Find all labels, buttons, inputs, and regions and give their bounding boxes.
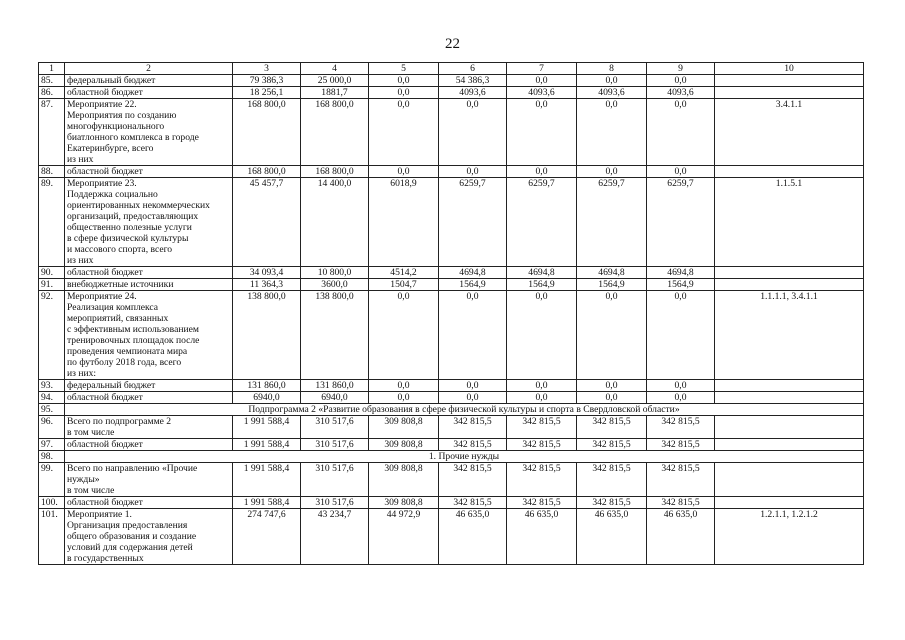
amount-cell: 0,0 bbox=[647, 99, 715, 166]
item-name-line: из них bbox=[67, 154, 94, 165]
amount-cell: 310 517,6 bbox=[301, 439, 369, 451]
column-header: 9 bbox=[647, 63, 715, 75]
column-header: 3 bbox=[233, 63, 301, 75]
item-name-line: федеральный бюджет bbox=[67, 75, 156, 86]
amount-cell: 0,0 bbox=[439, 392, 507, 404]
item-name-line: Реализация комплекса bbox=[67, 302, 159, 313]
item-name-line: внебюджетные источники bbox=[67, 279, 174, 290]
table-row bbox=[39, 291, 864, 380]
item-name-line: условий для содержания детей bbox=[67, 542, 193, 553]
amount-cell: 34 093,4 bbox=[233, 267, 301, 279]
amount-cell: 342 815,5 bbox=[577, 463, 647, 497]
amount-cell: 0,0 bbox=[507, 291, 577, 380]
row-number: 93. bbox=[39, 380, 65, 392]
row-number: 87. bbox=[39, 99, 65, 166]
amount-cell: 0,0 bbox=[647, 75, 715, 87]
amount-cell: 309 808,8 bbox=[369, 497, 439, 509]
amount-cell: 0,0 bbox=[369, 291, 439, 380]
column-number-row bbox=[39, 63, 864, 75]
amount-cell: 44 972,9 bbox=[369, 509, 439, 565]
table-row bbox=[39, 279, 864, 291]
amount-cell: 342 815,5 bbox=[507, 497, 577, 509]
amount-cell: 131 860,0 bbox=[233, 380, 301, 392]
table-row bbox=[39, 509, 864, 565]
item-name-line: Мероприятие 1. bbox=[67, 509, 132, 520]
item-name-line: в том числе bbox=[67, 427, 115, 438]
amount-cell: 342 815,5 bbox=[647, 439, 715, 451]
amount-cell: 0,0 bbox=[439, 99, 507, 166]
amount-cell: 1 991 588,4 bbox=[233, 439, 301, 451]
item-name bbox=[65, 99, 233, 166]
amount-cell: 342 815,5 bbox=[439, 497, 507, 509]
amount-cell: 168 800,0 bbox=[233, 99, 301, 166]
item-name bbox=[65, 87, 233, 99]
target-indicator bbox=[715, 392, 864, 404]
table-row bbox=[39, 439, 864, 451]
amount-cell: 342 815,5 bbox=[647, 463, 715, 497]
amount-cell: 0,0 bbox=[647, 166, 715, 178]
amount-cell: 0,0 bbox=[369, 166, 439, 178]
amount-cell: 168 800,0 bbox=[301, 166, 369, 178]
amount-cell: 4093,6 bbox=[577, 87, 647, 99]
amount-cell: 342 815,5 bbox=[439, 416, 507, 439]
item-name-line: и массового спорта, всего bbox=[67, 244, 173, 255]
amount-cell: 4694,8 bbox=[647, 267, 715, 279]
row-number: 101. bbox=[39, 509, 65, 565]
table-row bbox=[39, 178, 864, 267]
amount-cell: 6259,7 bbox=[647, 178, 715, 267]
amount-cell: 0,0 bbox=[439, 166, 507, 178]
item-name-line: общего образования и создание bbox=[67, 531, 197, 542]
amount-cell: 0,0 bbox=[507, 75, 577, 87]
item-name-line: областной бюджет bbox=[67, 392, 143, 403]
item-name bbox=[65, 463, 233, 497]
row-number: 89. bbox=[39, 178, 65, 267]
target-indicator bbox=[715, 279, 864, 291]
target-indicator bbox=[715, 463, 864, 497]
row-number: 95. bbox=[39, 404, 65, 416]
item-name-line: организаций, предоставляющих bbox=[67, 211, 199, 222]
item-name bbox=[65, 380, 233, 392]
amount-cell: 1 991 588,4 bbox=[233, 497, 301, 509]
amount-cell: 309 808,8 bbox=[369, 416, 439, 439]
amount-cell: 79 386,3 bbox=[233, 75, 301, 87]
item-name-line: по футболу 2018 года, всего bbox=[67, 357, 182, 368]
amount-cell: 6259,7 bbox=[577, 178, 647, 267]
amount-cell: 131 860,0 bbox=[301, 380, 369, 392]
amount-cell: 342 815,5 bbox=[647, 497, 715, 509]
table-row bbox=[39, 380, 864, 392]
target-indicator bbox=[715, 166, 864, 178]
amount-cell: 0,0 bbox=[369, 87, 439, 99]
item-name-line: Всего по направлению «Прочие bbox=[67, 463, 198, 474]
amount-cell: 342 815,5 bbox=[647, 416, 715, 439]
target-indicator bbox=[715, 497, 864, 509]
amount-cell: 342 815,5 bbox=[577, 416, 647, 439]
row-number: 86. bbox=[39, 87, 65, 99]
amount-cell: 4514,2 bbox=[369, 267, 439, 279]
amount-cell: 1564,9 bbox=[577, 279, 647, 291]
amount-cell: 1504,7 bbox=[369, 279, 439, 291]
amount-cell: 342 815,5 bbox=[507, 416, 577, 439]
amount-cell: 45 457,7 bbox=[233, 178, 301, 267]
amount-cell: 3600,0 bbox=[301, 279, 369, 291]
amount-cell: 342 815,5 bbox=[439, 439, 507, 451]
row-number: 92. bbox=[39, 291, 65, 380]
item-name bbox=[65, 178, 233, 267]
item-name-line: Мероприятия по созданию bbox=[67, 110, 177, 121]
item-name bbox=[65, 497, 233, 509]
amount-cell: 0,0 bbox=[647, 291, 715, 380]
amount-cell: 0,0 bbox=[369, 380, 439, 392]
amount-cell: 1564,9 bbox=[439, 279, 507, 291]
amount-cell: 0,0 bbox=[507, 166, 577, 178]
amount-cell: 0,0 bbox=[577, 75, 647, 87]
item-name-line: областной бюджет bbox=[67, 267, 143, 278]
amount-cell: 0,0 bbox=[439, 380, 507, 392]
amount-cell: 342 815,5 bbox=[439, 463, 507, 497]
item-name-line: ориентированных некоммерческих bbox=[67, 200, 210, 211]
amount-cell: 0,0 bbox=[507, 380, 577, 392]
amount-cell: 43 234,7 bbox=[301, 509, 369, 565]
item-name bbox=[65, 279, 233, 291]
amount-cell: 274 747,6 bbox=[233, 509, 301, 565]
table-row bbox=[39, 497, 864, 509]
section-row bbox=[39, 451, 864, 463]
amount-cell: 309 808,8 bbox=[369, 439, 439, 451]
amount-cell: 1881,7 bbox=[301, 87, 369, 99]
amount-cell: 4093,6 bbox=[647, 87, 715, 99]
amount-cell: 0,0 bbox=[647, 380, 715, 392]
amount-cell: 0,0 bbox=[577, 99, 647, 166]
item-name bbox=[65, 439, 233, 451]
amount-cell: 0,0 bbox=[577, 166, 647, 178]
section-row bbox=[39, 404, 864, 416]
item-name-line: Организация предоставления bbox=[67, 520, 188, 531]
amount-cell: 342 815,5 bbox=[507, 439, 577, 451]
amount-cell: 0,0 bbox=[507, 392, 577, 404]
amount-cell: 6940,0 bbox=[301, 392, 369, 404]
item-name bbox=[65, 75, 233, 87]
amount-cell: 342 815,5 bbox=[577, 497, 647, 509]
item-name-line: областной бюджет bbox=[67, 439, 143, 450]
item-name-line: областной бюджет bbox=[67, 497, 143, 508]
column-header: 8 bbox=[577, 63, 647, 75]
item-name-line: из них: bbox=[67, 368, 97, 379]
row-number: 85. bbox=[39, 75, 65, 87]
column-header: 6 bbox=[439, 63, 507, 75]
amount-cell: 138 800,0 bbox=[233, 291, 301, 380]
amount-cell: 0,0 bbox=[647, 392, 715, 404]
item-name-line: тренировочных площадок после bbox=[67, 335, 200, 346]
table-row bbox=[39, 75, 864, 87]
item-name-line: Екатеринбурге, всего bbox=[67, 143, 154, 154]
item-name-line: Мероприятие 24. bbox=[67, 291, 137, 302]
item-name-line: мероприятий, связанных bbox=[67, 313, 169, 324]
item-name-line: проведения чемпионата мира bbox=[67, 346, 188, 357]
target-indicator: 1.2.1.1, 1.2.1.2 bbox=[715, 509, 864, 565]
item-name-line: с эффективным использованием bbox=[67, 324, 199, 335]
amount-cell: 6259,7 bbox=[439, 178, 507, 267]
amount-cell: 1 991 588,4 bbox=[233, 463, 301, 497]
amount-cell: 342 815,5 bbox=[577, 439, 647, 451]
row-number: 100. bbox=[39, 497, 65, 509]
item-name-line: Поддержка социально bbox=[67, 189, 158, 200]
table-row bbox=[39, 87, 864, 99]
page-number: 22 bbox=[445, 36, 460, 52]
amount-cell: 46 635,0 bbox=[577, 509, 647, 565]
target-indicator bbox=[715, 75, 864, 87]
amount-cell: 6259,7 bbox=[507, 178, 577, 267]
item-name bbox=[65, 416, 233, 439]
amount-cell: 6018,9 bbox=[369, 178, 439, 267]
column-header: 10 bbox=[715, 63, 864, 75]
amount-cell: 0,0 bbox=[369, 392, 439, 404]
amount-cell: 1 991 588,4 bbox=[233, 416, 301, 439]
table-row bbox=[39, 416, 864, 439]
item-name-line: биатлонного комплекса в городе bbox=[67, 132, 199, 143]
table-row bbox=[39, 166, 864, 178]
amount-cell: 4093,6 bbox=[507, 87, 577, 99]
amount-cell: 168 800,0 bbox=[233, 166, 301, 178]
item-name-line: в том числе bbox=[67, 485, 115, 496]
amount-cell: 46 635,0 bbox=[507, 509, 577, 565]
item-name-line: Мероприятие 23. bbox=[67, 178, 137, 189]
item-name-line: нужды» bbox=[67, 474, 100, 485]
target-indicator bbox=[715, 416, 864, 439]
row-number: 97. bbox=[39, 439, 65, 451]
amount-cell: 4093,6 bbox=[439, 87, 507, 99]
target-indicator bbox=[715, 439, 864, 451]
target-indicator bbox=[715, 380, 864, 392]
item-name-line: в государственных bbox=[67, 553, 144, 564]
row-number: 90. bbox=[39, 267, 65, 279]
item-name-line: в сфере физической культуры bbox=[67, 233, 189, 244]
amount-cell: 46 635,0 bbox=[647, 509, 715, 565]
amount-cell: 25 000,0 bbox=[301, 75, 369, 87]
amount-cell: 310 517,6 bbox=[301, 416, 369, 439]
target-indicator bbox=[715, 87, 864, 99]
amount-cell: 0,0 bbox=[439, 291, 507, 380]
row-number: 99. bbox=[39, 463, 65, 497]
column-header: 7 bbox=[507, 63, 577, 75]
amount-cell: 0,0 bbox=[369, 99, 439, 166]
amount-cell: 0,0 bbox=[369, 75, 439, 87]
amount-cell: 46 635,0 bbox=[439, 509, 507, 565]
column-header: 1 bbox=[39, 63, 65, 75]
item-name-line: Мероприятие 22. bbox=[67, 99, 137, 110]
table-row bbox=[39, 463, 864, 497]
item-name bbox=[65, 392, 233, 404]
amount-cell: 11 364,3 bbox=[233, 279, 301, 291]
amount-cell: 310 517,6 bbox=[301, 463, 369, 497]
item-name-line: Всего по подпрограмме 2 bbox=[67, 416, 172, 427]
row-number: 96. bbox=[39, 416, 65, 439]
amount-cell: 54 386,3 bbox=[439, 75, 507, 87]
amount-cell: 138 800,0 bbox=[301, 291, 369, 380]
item-name bbox=[65, 509, 233, 565]
row-number: 91. bbox=[39, 279, 65, 291]
section-title: Подпрограмма 2 «Развитие образования в сфере физической культуры и спорта в Свердловской области» bbox=[65, 404, 864, 416]
target-indicator: 1.1.1.1, 3.4.1.1 bbox=[715, 291, 864, 380]
row-number: 94. bbox=[39, 392, 65, 404]
column-header: 2 bbox=[65, 63, 233, 75]
target-indicator bbox=[715, 267, 864, 279]
amount-cell: 310 517,6 bbox=[301, 497, 369, 509]
table-row bbox=[39, 392, 864, 404]
table-body bbox=[39, 63, 864, 565]
amount-cell: 4694,8 bbox=[507, 267, 577, 279]
amount-cell: 1564,9 bbox=[647, 279, 715, 291]
item-name bbox=[65, 267, 233, 279]
row-number: 98. bbox=[39, 451, 65, 463]
column-header: 5 bbox=[369, 63, 439, 75]
amount-cell: 0,0 bbox=[577, 291, 647, 380]
amount-cell: 309 808,8 bbox=[369, 463, 439, 497]
amount-cell: 342 815,5 bbox=[507, 463, 577, 497]
amount-cell: 0,0 bbox=[577, 380, 647, 392]
column-header: 4 bbox=[301, 63, 369, 75]
item-name bbox=[65, 291, 233, 380]
amount-cell: 4694,8 bbox=[439, 267, 507, 279]
amount-cell: 0,0 bbox=[507, 99, 577, 166]
amount-cell: 4694,8 bbox=[577, 267, 647, 279]
item-name-line: областной бюджет bbox=[67, 87, 143, 98]
item-name-line: из них bbox=[67, 255, 94, 266]
item-name-line: общественно полезные услуги bbox=[67, 222, 192, 233]
table-row bbox=[39, 99, 864, 166]
amount-cell: 1564,9 bbox=[507, 279, 577, 291]
table-row bbox=[39, 267, 864, 279]
item-name-line: федеральный бюджет bbox=[67, 380, 156, 391]
budget-table bbox=[38, 62, 864, 565]
amount-cell: 18 256,1 bbox=[233, 87, 301, 99]
item-name-line: областной бюджет bbox=[67, 166, 143, 177]
target-indicator: 3.4.1.1 bbox=[715, 99, 864, 166]
amount-cell: 14 400,0 bbox=[301, 178, 369, 267]
row-number: 88. bbox=[39, 166, 65, 178]
section-title: 1. Прочие нужды bbox=[65, 451, 864, 463]
amount-cell: 0,0 bbox=[577, 392, 647, 404]
target-indicator: 1.1.5.1 bbox=[715, 178, 864, 267]
item-name bbox=[65, 166, 233, 178]
amount-cell: 6940,0 bbox=[233, 392, 301, 404]
amount-cell: 10 800,0 bbox=[301, 267, 369, 279]
amount-cell: 168 800,0 bbox=[301, 99, 369, 166]
item-name-line: многофункционального bbox=[67, 121, 165, 132]
